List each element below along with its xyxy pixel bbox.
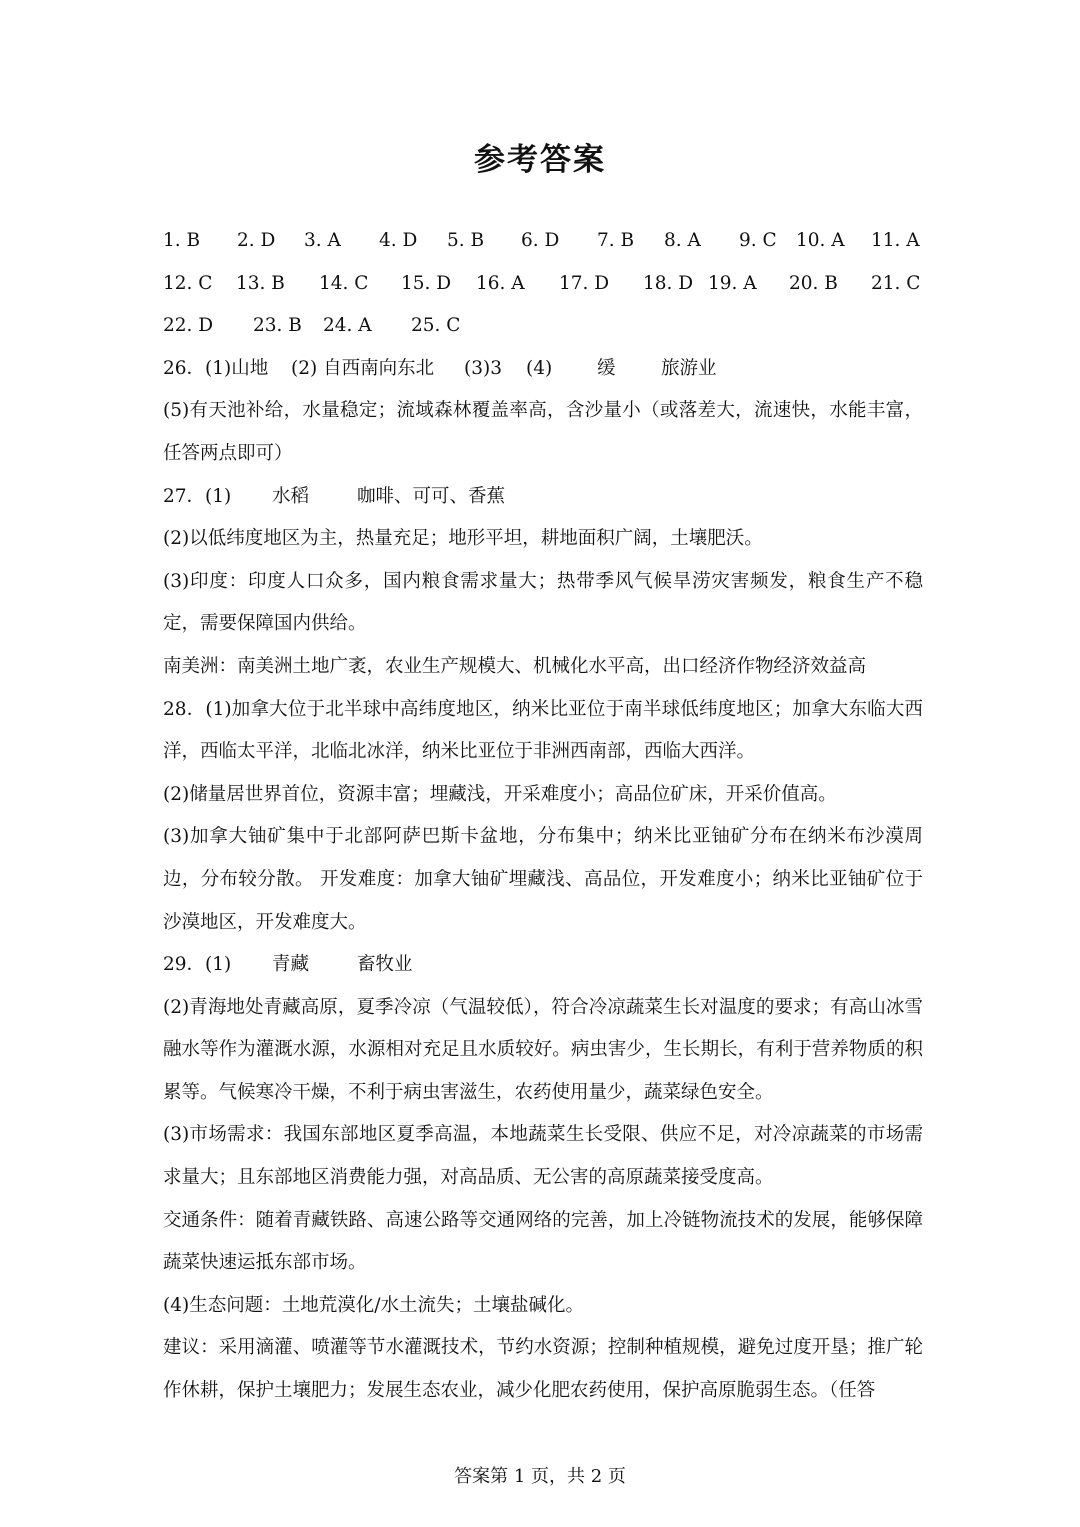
q28-part2: (2)储量居世界首位，资源丰富；埋藏浅，开采难度小；高品位矿床，开采价值高。: [163, 783, 837, 805]
mc-answer: 1. B: [163, 230, 201, 251]
mc-answer: 25. C: [411, 315, 461, 337]
q29-part3-transport: 交通条件：随着青藏铁路、高速公路等交通网络的完善，加上冷链物流技术的发展，能够保障蔬菜快速运抵东部市场。: [163, 1209, 923, 1274]
q29-part4: (4)生态问题：土地荒漠化/水土流失；土壤盐碱化。: [163, 1294, 584, 1316]
q26-answer-4b: 旅游业: [661, 357, 717, 379]
answer-content: [163, 220, 923, 1413]
mc-row-3: [163, 305, 923, 348]
mc-answer: 12. C: [163, 272, 213, 294]
mc-answer: 11. A: [871, 230, 920, 251]
page-title: 参考答案: [474, 142, 606, 178]
q29-part1: [163, 944, 923, 987]
q27-answer-1a: 水稻: [272, 485, 310, 507]
mc-row-1: [163, 220, 923, 263]
q29-part4-suggestions: 建议：采用滴灌、喷灌等节水灌溉技术，节约水资源；控制种植规模，避免过度开垦；推广轮作休耕，保护土壤肥力；发展生态农业，减少化肥农药使用，保护高原脆弱生态。（任答: [163, 1337, 923, 1402]
mc-answer: 10. A: [796, 230, 845, 251]
mc-answer: 14. C: [319, 272, 369, 294]
q27-part2: (2)以低纬度地区为主，热量充足；地形平坦，耕地面积广阔，土壤肥沃。: [163, 528, 763, 550]
mc-answer: 15. D: [401, 272, 452, 294]
q26-answer-1: 26．(1)山地: [163, 357, 269, 379]
mc-answer: 19. A: [708, 272, 757, 294]
mc-answer: 2. D: [237, 230, 276, 251]
mc-row-2: [163, 263, 923, 306]
q26-answer-4: (4): [526, 357, 553, 379]
mc-answer: 23. B: [253, 315, 302, 337]
mc-answer: 9. C: [739, 230, 777, 251]
mc-answer: 4. D: [379, 230, 418, 251]
mc-answer: 21. C: [871, 272, 921, 294]
mc-answer: 18. D: [643, 272, 694, 294]
mc-answer: 24. A: [323, 315, 372, 337]
q26-part5: (5)有天池补给，水量稳定；流域森林覆盖率高，含沙量小（或落差大，流速快，水能丰富，任答两点即可）: [163, 400, 923, 464]
mc-answer: 13. B: [236, 272, 285, 294]
mc-answer: 5. B: [447, 230, 485, 251]
q27-answer-1b: 咖啡、可可、香蕉: [357, 485, 506, 507]
q26-answer-3: (3)3: [464, 357, 502, 379]
q26-part1: [163, 348, 923, 391]
q29-answer-1b: 畜牧业: [357, 954, 413, 976]
mc-answer: 6. D: [521, 230, 560, 251]
q26-answer-4a: 缓: [597, 357, 616, 379]
q29-part3: (3)市场需求：我国东部地区夏季高温，本地蔬菜生长受限、供应不足，对冷凉蔬菜的市场需求量大；且东部地区消费能力强，对高品质、无公害的高原蔬菜接受度高。: [163, 1124, 923, 1189]
q28-part1: 28．(1)加拿大位于北半球中高纬度地区，纳米比亚位于南半球低纬度地区；加拿大东临大西洋，西临太平洋，北临北冰洋，纳米比亚位于非洲西南部，西临大西洋。: [163, 698, 923, 763]
q28-part3: (3)加拿大铀矿集中于北部阿萨巴斯卡盆地，分布集中；纳米比亚铀矿分布在纳米布沙漠周边，分布较分散。 开发难度：加拿大铀矿埋藏浅、高品位，开发难度小；纳米比亚铀矿位于沙漠地区，开发难度大。: [163, 826, 923, 933]
mc-answer: 8. A: [664, 230, 701, 251]
q29-answer-1: 29．(1): [163, 954, 232, 976]
q26-answer-2: (2) 自西南向东北: [291, 357, 435, 379]
q29-answer-1a: 青藏: [272, 954, 310, 976]
q27-part3-south-america: 南美洲：南美洲土地广袤，农业生产规模大、机械化水平高，出口经济作物经济效益高: [163, 655, 867, 677]
mc-answer: 7. B: [597, 230, 635, 251]
mc-answer: 16. A: [476, 272, 525, 294]
mc-answer: 20. B: [789, 272, 838, 294]
mc-answer: 22. D: [163, 315, 214, 337]
q27-answer-1: 27．(1): [163, 485, 232, 507]
q29-part2: (2)青海地处青藏高原，夏季冷凉（气温较低），符合冷凉蔬菜生长对温度的要求；有高山冰雪融水等作为灌溉水源，水源相对充足且水质较好。病虫害少，生长期长，有利于营养物质的积累等。气候寒冷干燥，不利于病虫害滋生，农药使用量少，蔬菜绿色安全。: [163, 996, 923, 1103]
q27-part3: (3)印度：印度人口众多，国内粮食需求量大；热带季风气候旱涝灾害频发，粮食生产不稳定，需要保障国内供给。: [163, 570, 923, 635]
q27-part1: [163, 476, 923, 519]
mc-answer: 3. A: [304, 230, 341, 251]
mc-answer: 17. D: [559, 272, 610, 294]
page-footer: 答案第 1 页，共 2 页: [454, 1466, 626, 1487]
